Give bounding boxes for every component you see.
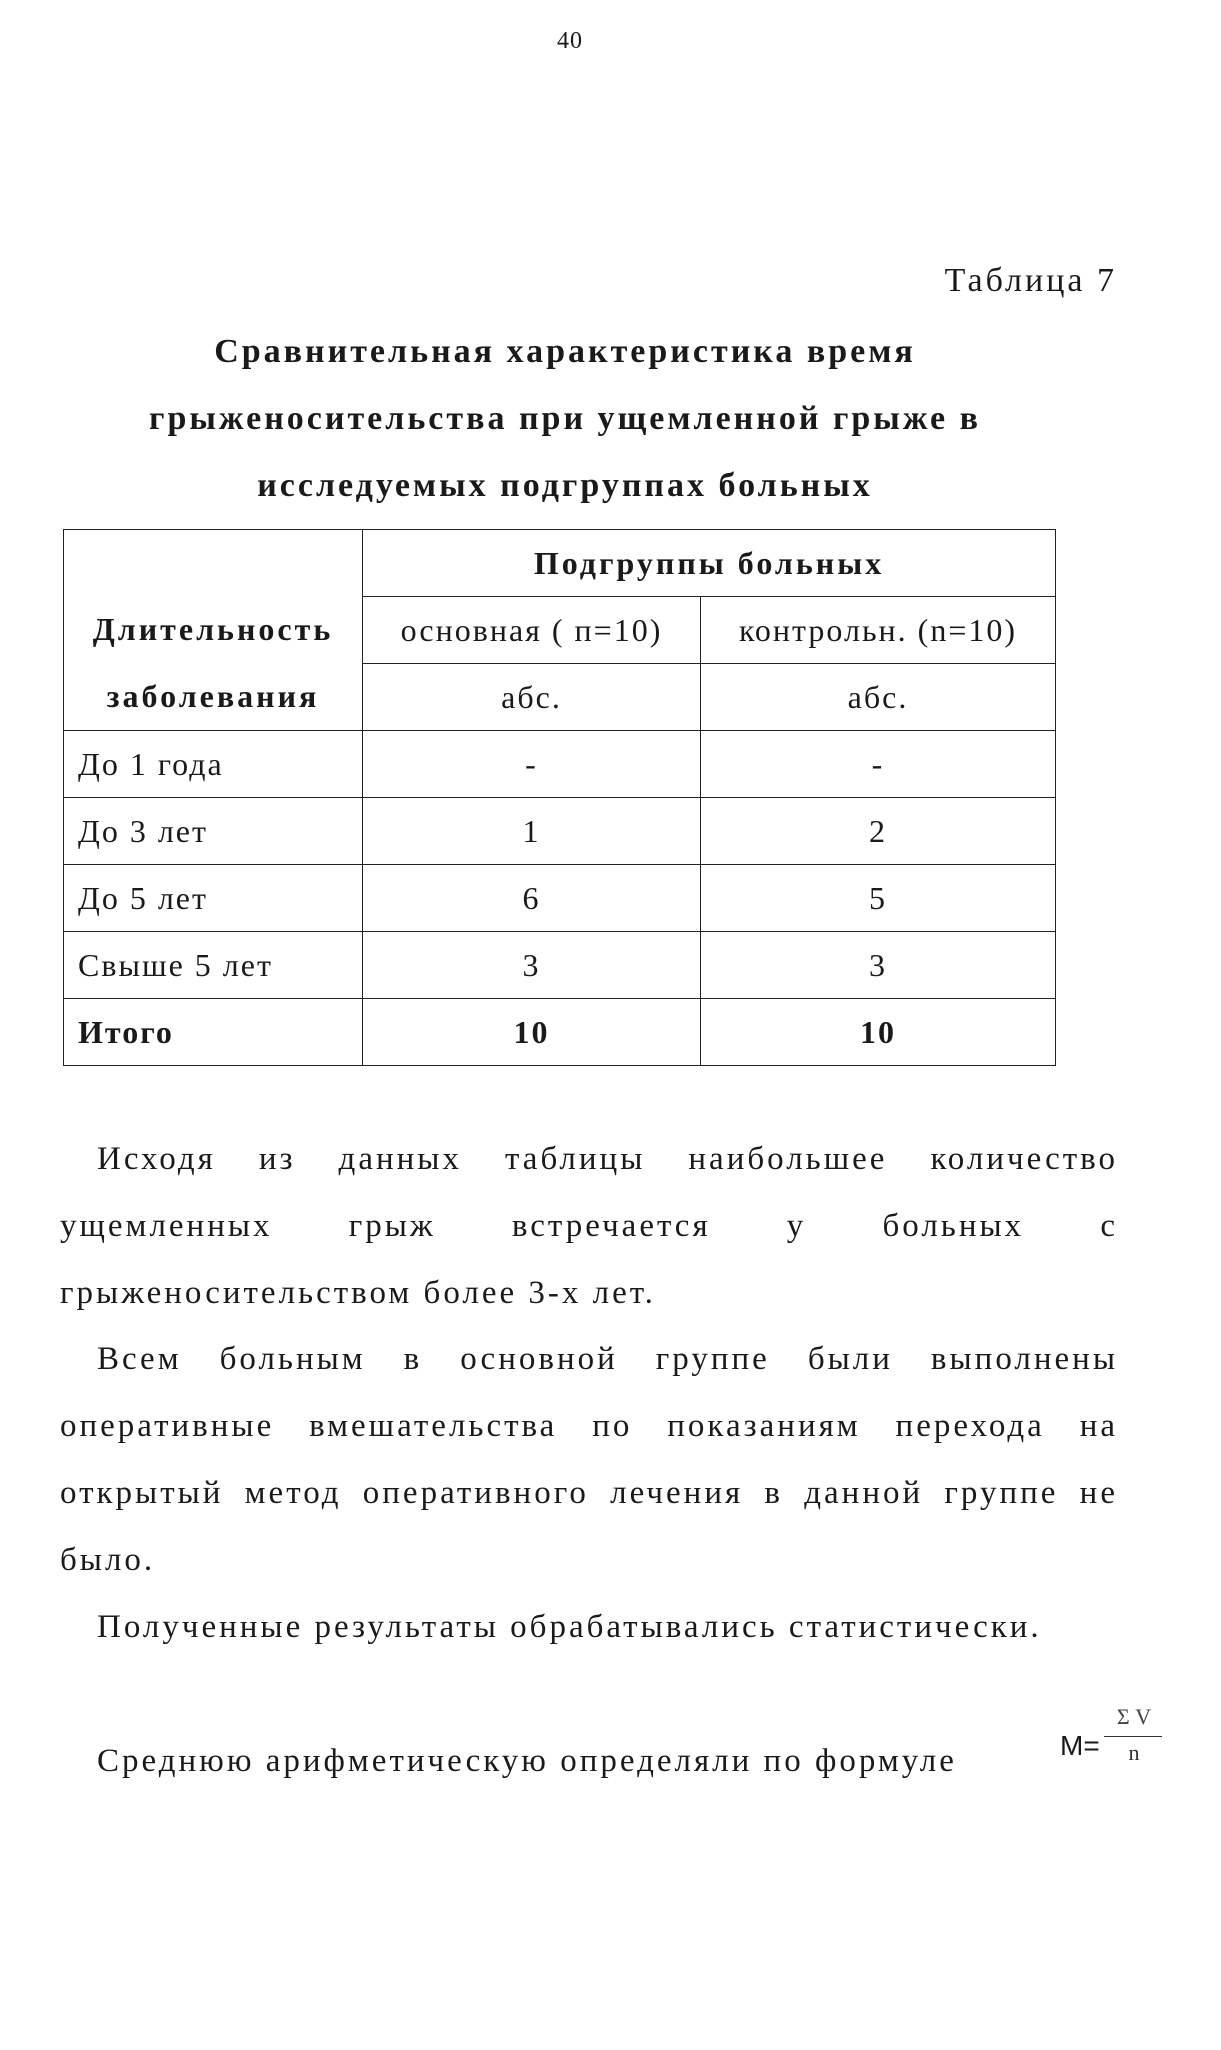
data-table [63, 529, 1056, 1066]
formula-fraction-bar [1104, 1736, 1162, 1737]
table-row [64, 731, 1056, 798]
total-main-value: 10 [363, 999, 701, 1066]
unit-main: абс. [363, 664, 701, 731]
row-main-value: - [363, 731, 701, 798]
table-total-row [64, 999, 1056, 1066]
row-label: До 3 лет [64, 798, 363, 865]
page-number: 40 [557, 28, 583, 54]
row-label: До 1 года [64, 731, 363, 798]
paragraph-statistics: Полученные результаты обрабатывались статистически. [97, 1609, 1042, 1645]
row-control-value: 2 [701, 798, 1056, 865]
table-title: Сравнительная характеристика время грыженосительства при ущемленной грыже в исследуемых подгруппах больных [149, 333, 981, 504]
header-duration-line1: Длительность [92, 611, 334, 647]
mean-formula [1060, 1704, 1170, 1774]
table-header-row [64, 530, 1056, 597]
header-patient-subgroups: Подгруппы больных [363, 530, 1056, 597]
table-row [64, 865, 1056, 932]
unit-control: абс. [701, 664, 1056, 731]
row-control-value: - [701, 731, 1056, 798]
formula-numerator: Σ V [1116, 1704, 1152, 1729]
paragraph-surgery: Всем больным в основной группе были выполнены оперативные вмешательства по показаниям перехода на открытый метод оперативного лечения в данной группе не было. [60, 1341, 1118, 1578]
header-duration [64, 530, 363, 731]
row-main-value: 6 [363, 865, 701, 932]
paragraph-mean-formula: Среднюю арифметическую определяли по формуле [97, 1743, 957, 1779]
row-main-value: 1 [363, 798, 701, 865]
table-caption: Таблица 7 [944, 262, 1117, 299]
total-control-value: 10 [701, 999, 1056, 1066]
row-main-value: 3 [363, 932, 701, 999]
row-control-value: 3 [701, 932, 1056, 999]
row-control-value: 5 [701, 865, 1056, 932]
row-label: До 5 лет [64, 865, 363, 932]
header-duration-line2: заболевания [106, 678, 320, 714]
formula-lhs: M= [1060, 1730, 1100, 1761]
header-control-group: контрольн. (n=10) [701, 597, 1056, 664]
total-label: Итого [64, 999, 363, 1066]
formula-denominator: n [1128, 1740, 1140, 1765]
table-row [64, 798, 1056, 865]
table-row [64, 932, 1056, 999]
header-main-group: основная ( п=10) [363, 597, 701, 664]
paragraph-table-conclusion: Исходя из данных таблицы наибольшее количество ущемленных грыж встречается у больных с грыженосительством более 3-х лет. [60, 1141, 1118, 1311]
row-label: Свыше 5 лет [64, 932, 363, 999]
